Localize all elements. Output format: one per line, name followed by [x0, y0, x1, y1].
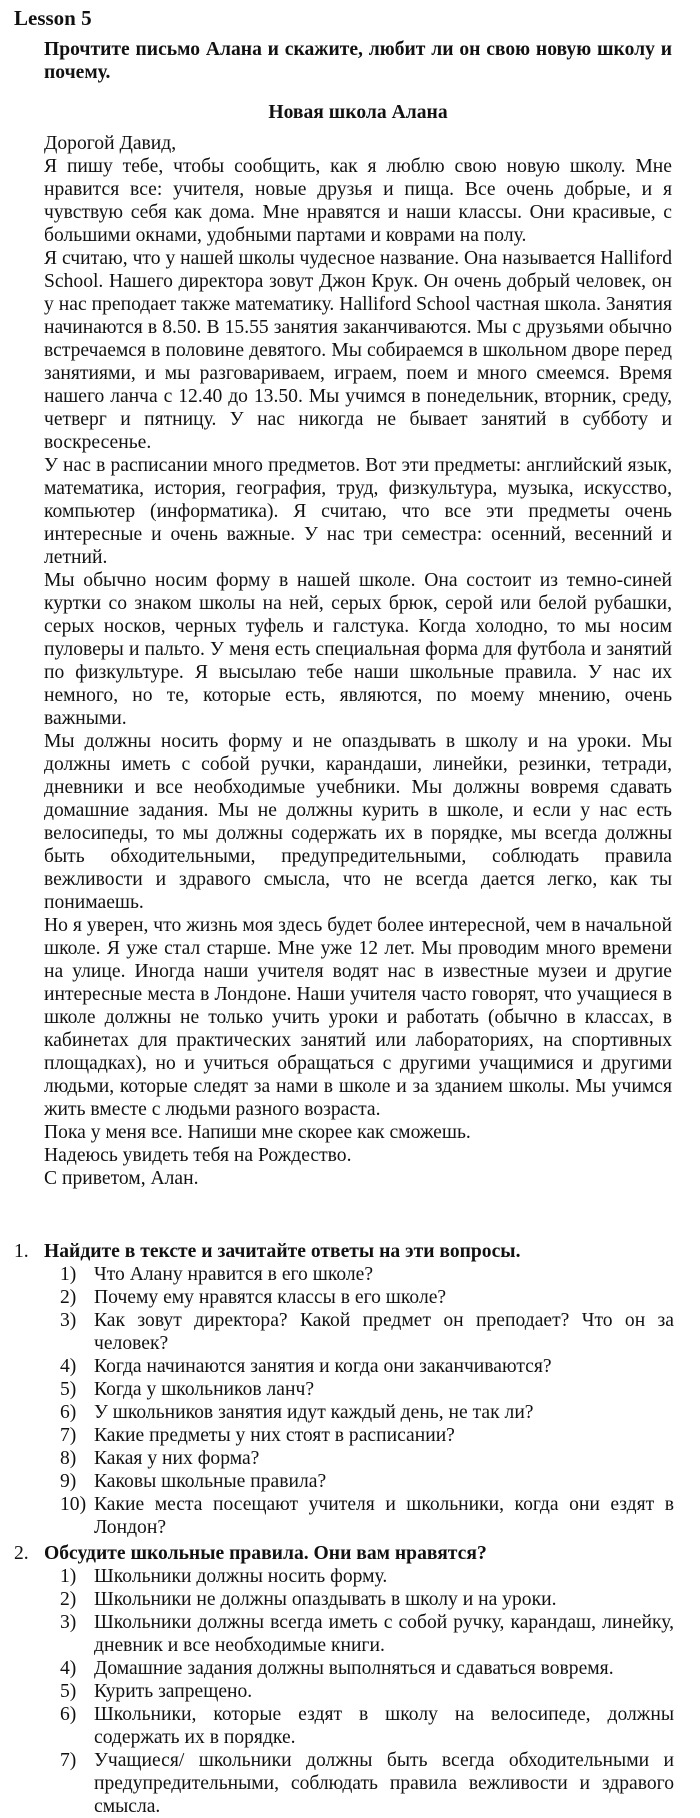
list-item: [60, 1355, 674, 1378]
list-item: [60, 1493, 674, 1539]
item-text: Какие предметы у них стоят в расписании?: [94, 1425, 455, 1446]
letter-closing-line: Пока у меня все. Напиши мне скорее как сможешь.: [44, 1122, 471, 1143]
list-item: [60, 1286, 674, 1309]
letter-paragraph: Я считаю, что у нашей школы чудесное название. Она называется Halliford School. Нашего директора зовут Джон Крук. Он очень добрый человек, он у нас преподает также математику. Halliford School частная школа. Занятия начинаются в 8.50. В 15.55 занятия заканчиваются. Мы с друзьями обычно встречаемся в половине девятого. Мы собираемся в школьном дворе перед занятиями, и мы разговариваем, играем, поем и много смеемся. Время нашего ланча с 12.40 до 13.50. Мы учимся в понедельник, вторник, среду, четверг и пятницу. У нас никогда не бывает занятий в субботу и воскресенье.: [44, 248, 672, 453]
item-text: Каковы школьные правила?: [94, 1471, 327, 1492]
exercise-number: 2.: [14, 1543, 29, 1564]
item-text: Школьники, которые ездят в школу на велосипеде, должны содержать их в порядке.: [94, 1704, 674, 1748]
exercise-instruction: Найдите в тексте и зачитайте ответы на эти вопросы.: [44, 1241, 521, 1262]
item-number: 6): [60, 1704, 77, 1725]
rule-list: [14, 1565, 674, 1818]
item-text: Когда начинаются занятия и когда они заканчиваются?: [94, 1356, 552, 1377]
letter-closing-line: Надеюсь увидеть тебя на Рождество.: [44, 1145, 352, 1166]
list-item: [60, 1263, 674, 1286]
item-text: Учащиеся/ школьники должны быть всегда обходительными и предупредительными, соблюдать правила вежливости и здравого смысла.: [94, 1750, 674, 1817]
item-text: Курить запрещено.: [94, 1681, 253, 1702]
letter-body: [44, 132, 672, 1190]
item-number: 7): [60, 1750, 77, 1771]
item-number: 5): [60, 1379, 77, 1400]
intro-instruction: Прочтите письмо Алана и скажите, любит ли он свою новую школу и почему.: [44, 39, 672, 83]
item-number: 2): [60, 1589, 77, 1610]
letter-paragraph: Но я уверен, что жизнь моя здесь будет более интересной, чем в начальной школе. Я уже стал старше. Мне уже 12 лет. Мы проводим много времени на улице. Иногда наши учителя водят нас в известные музеи и другие интересные места в Лондоне. Наши учителя часто говорят, что учащиеся в школе должны не только учить уроки и работать (обычно в классах, в кабинетах для практических занятий или лабораториях, на спортивных площадках), но и учиться обращаться с другими учащимися и другими людьми, которые следят за нами в школе и за зданием школы. Мы учимся жить вместе с людьми разного возраста.: [44, 915, 672, 1120]
item-text: Как зовут директора? Какой предмет он преподает? Что он за человек?: [94, 1310, 674, 1354]
list-item: [60, 1703, 674, 1749]
item-text: Почему ему нравятся классы в его школе?: [94, 1287, 447, 1308]
item-number: 4): [60, 1356, 77, 1377]
item-number: 5): [60, 1681, 77, 1702]
item-text: Школьники должны носить форму.: [94, 1566, 388, 1587]
item-text: Что Алану нравится в его школе?: [94, 1264, 374, 1285]
list-item: [60, 1470, 674, 1493]
item-text: Школьники должны всегда иметь с собой ручку, карандаш, линейку, дневник и все необходимые книги.: [94, 1612, 674, 1656]
letter-paragraph: Мы обычно носим форму в нашей школе. Она состоит из темно-синей куртки со знаком школы на ней, серых брюк, серой или белой рубашки, серых носков, черных туфель и галстука. Когда холодно, то мы носим пуловеры и пальто. У меня есть специальная форма для футбола и занятий по физкультуре. Я высылаю тебе наши школьные правила. У нас их немного, но те, которые есть, являются, по моему мнению, очень важными.: [44, 570, 672, 729]
item-number: 2): [60, 1287, 77, 1308]
letter-paragraph: Мы должны носить форму и не опаздывать в школу и на уроки. Мы должны иметь с собой ручки, карандаши, линейки, резинки, тетради, дневники и все необходимые учебники. Мы должны вовремя сдавать домашние задания. Мы не должны курить в школе, и если у нас есть велосипеды, то мы должны содержать их в порядке, мы всегда должны быть обходительными, предупредительными, соблюдать правила вежливости и здравого смысла, что не всегда дается легко, как ты понимаешь.: [44, 731, 672, 913]
list-item: [60, 1588, 674, 1611]
item-text: Какие места посещают учителя и школьники, когда они ездят в Лондон?: [94, 1494, 674, 1538]
list-item: [60, 1309, 674, 1355]
letter-paragraph: Я пишу тебе, чтобы сообщить, как я люблю свою новую школу. Мне нравится все: учителя, новые друзья и пища. Все очень добрые, и я чувствую себя как дома. Мне нравятся и наши классы. Они красивые, с большими окнами, удобными партами и коврами на полу.: [44, 156, 672, 246]
item-text: Домашние задания должны выполняться и сдаваться вовремя.: [94, 1658, 614, 1679]
exercise-2: [14, 1542, 674, 1818]
exercise-1: [14, 1240, 674, 1539]
item-text: Какая у них форма?: [94, 1448, 260, 1469]
question-list: [14, 1263, 674, 1539]
item-number: 3): [60, 1310, 77, 1331]
list-item: [60, 1424, 674, 1447]
list-item: [60, 1680, 674, 1703]
exercise-instruction: Обсудите школьные правила. Они вам нравятся?: [44, 1543, 487, 1564]
item-number: 3): [60, 1612, 77, 1633]
list-item: [60, 1447, 674, 1470]
exercise-2-heading: [14, 1542, 674, 1565]
item-text: Школьники не должны опаздывать в школу и на уроки.: [94, 1589, 557, 1610]
exercise-1-heading: [14, 1240, 674, 1263]
item-number: 4): [60, 1658, 77, 1679]
item-number: 9): [60, 1471, 77, 1492]
lesson-heading: Lesson 5: [14, 6, 92, 30]
item-number: 7): [60, 1425, 77, 1446]
letter-greeting: Дорогой Давид,: [44, 133, 177, 154]
list-item: [60, 1611, 674, 1657]
list-item: [60, 1401, 674, 1424]
item-number: 1): [60, 1264, 77, 1285]
item-text: У школьников занятия идут каждый день, не так ли?: [94, 1402, 534, 1423]
list-item: [60, 1378, 674, 1401]
item-number: 8): [60, 1448, 77, 1469]
item-number: 10): [60, 1494, 87, 1515]
letter-paragraph: У нас в расписании много предметов. Вот эти предметы: английский язык, математика, история, география, труд, физкультура, музыка, искусство, компьютер (информатика). Я считаю, что все эти предметы очень интересные и очень важные. У нас три семестра: осенний, весенний и летний.: [44, 455, 672, 568]
letter-title: Новая школа Алана: [268, 102, 448, 123]
item-number: 6): [60, 1402, 77, 1423]
list-item: [60, 1565, 674, 1588]
list-item: [60, 1657, 674, 1680]
item-number: 1): [60, 1566, 77, 1587]
exercise-number: 1.: [14, 1241, 29, 1262]
letter-signature: С приветом, Алан.: [44, 1168, 199, 1189]
list-item: [60, 1749, 674, 1818]
item-text: Когда у школьников ланч?: [94, 1379, 315, 1400]
